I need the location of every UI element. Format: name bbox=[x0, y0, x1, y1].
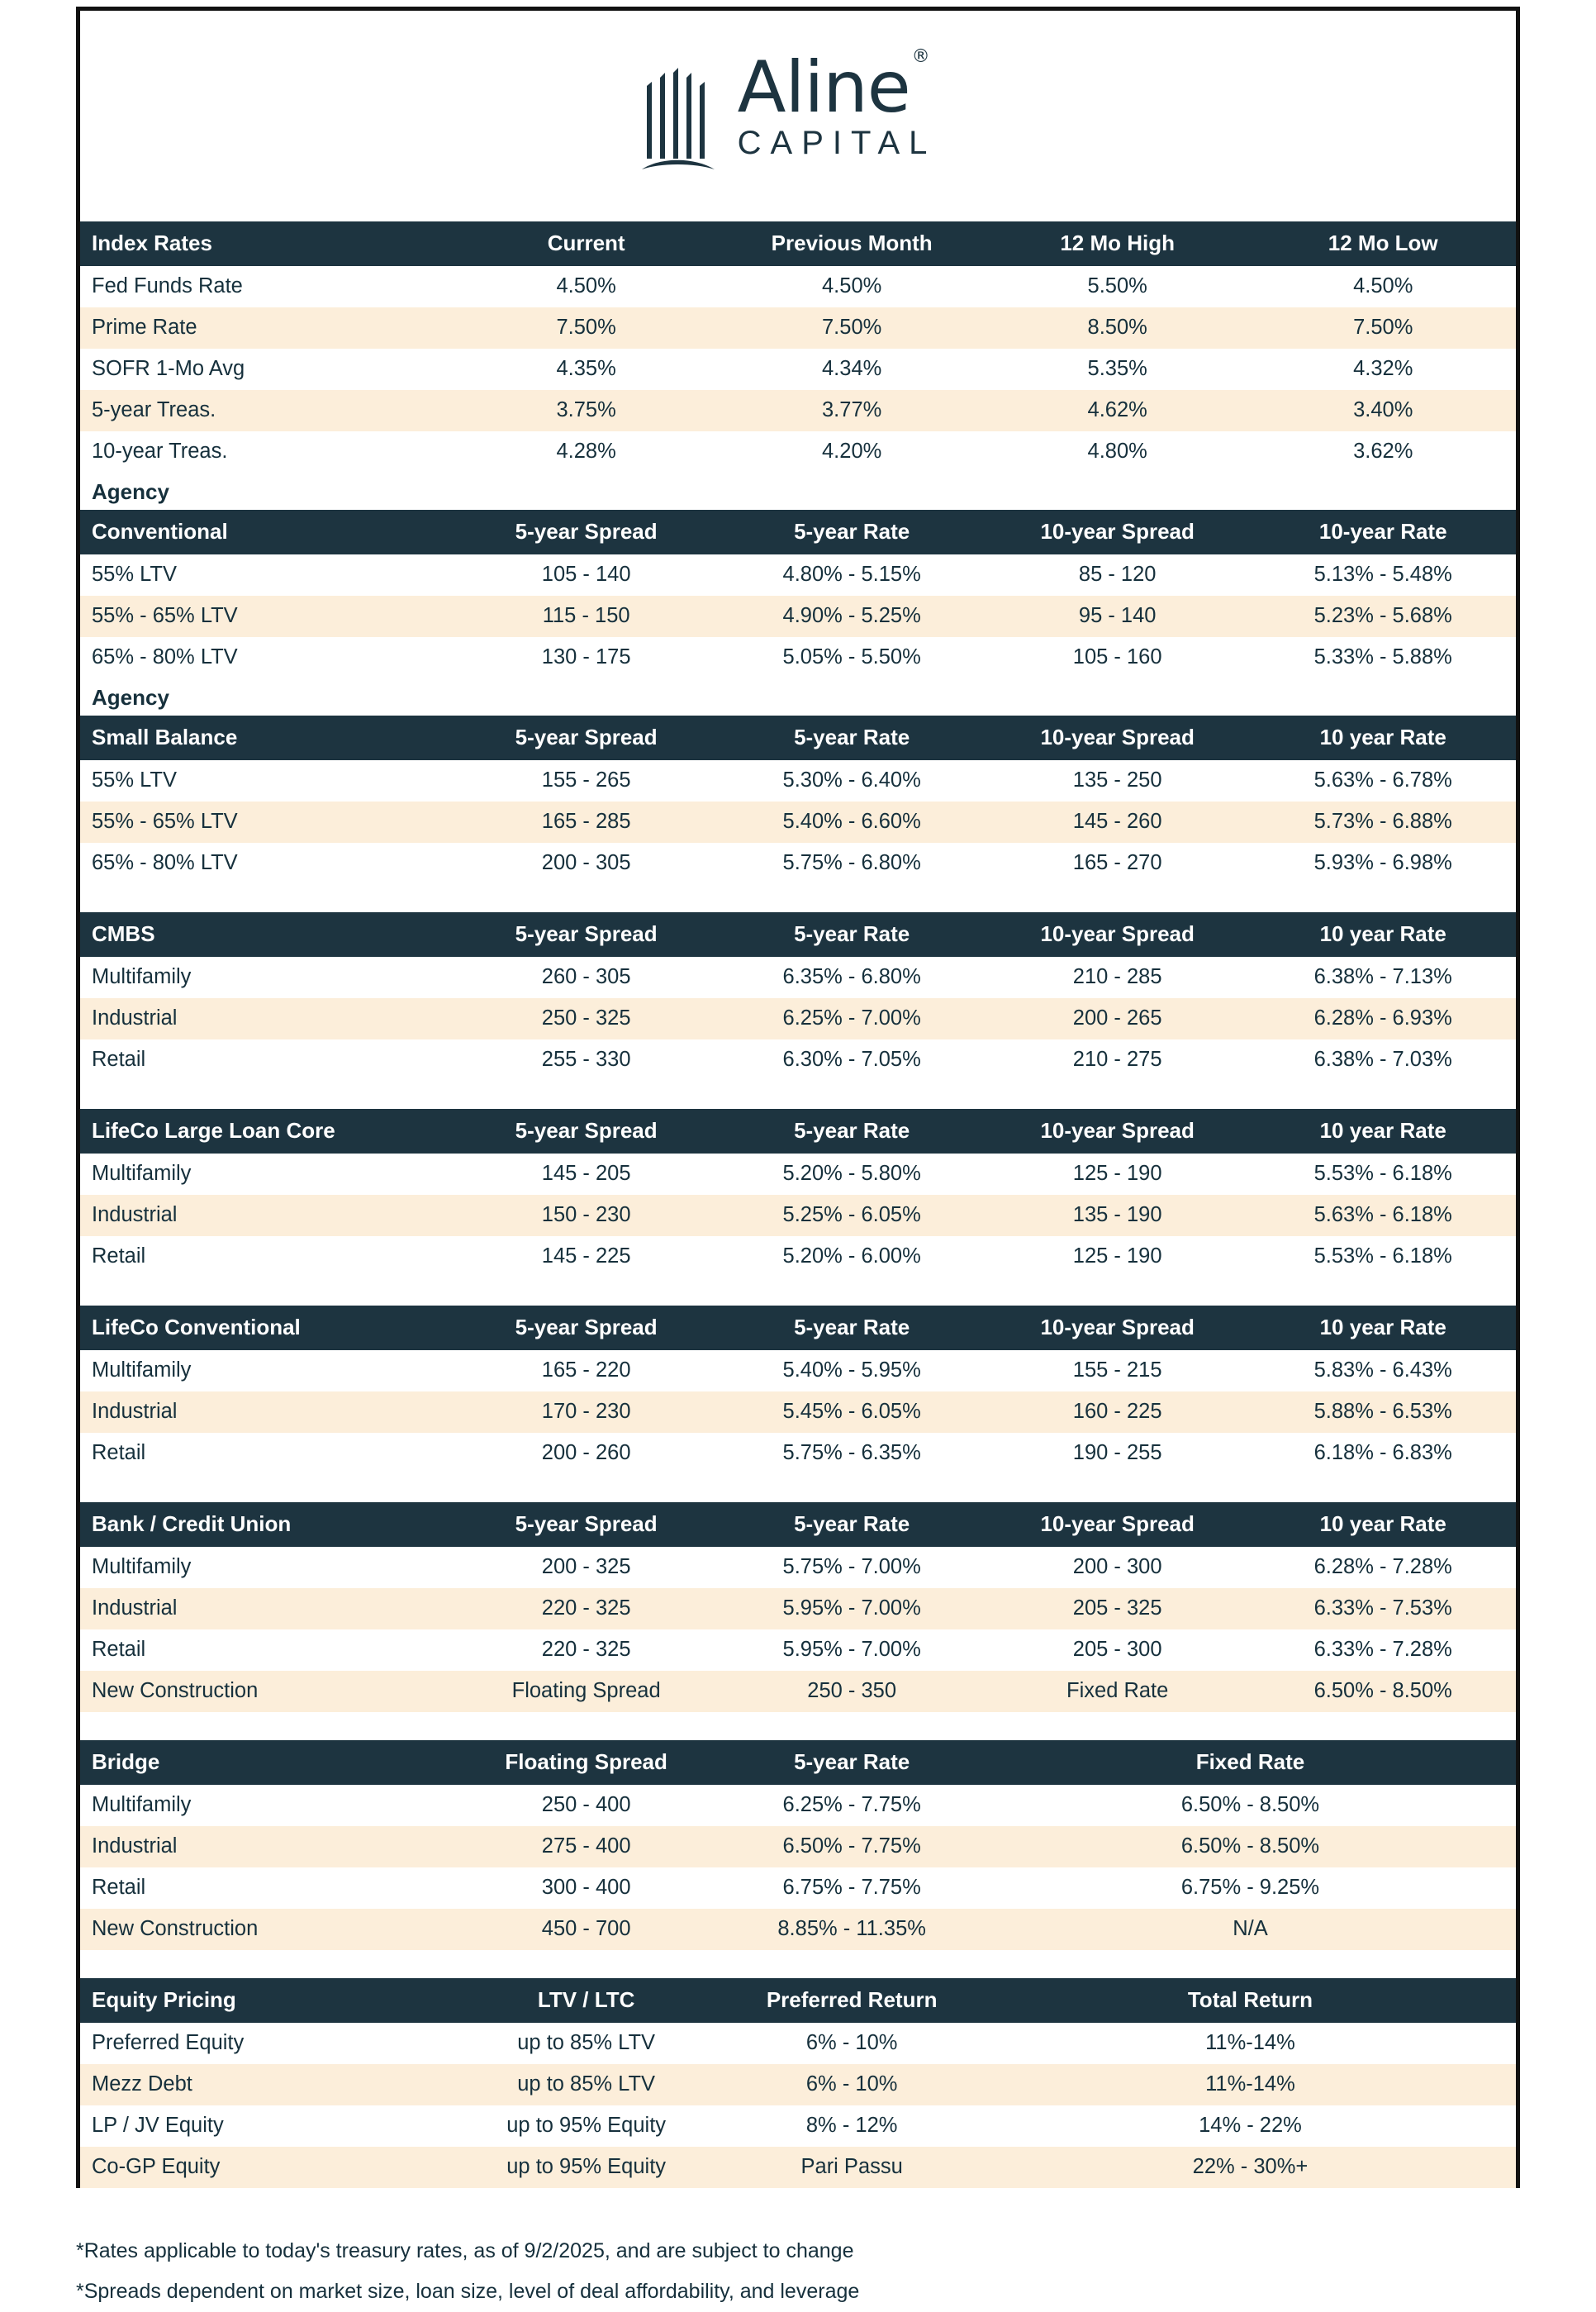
table-row bbox=[80, 2105, 1516, 2147]
table-agency-conventional bbox=[80, 510, 1516, 716]
cell-value: up to 95% Equity bbox=[454, 2105, 720, 2147]
column-header: Conventional bbox=[80, 510, 454, 554]
row-label: Industrial bbox=[80, 1195, 454, 1236]
table-row bbox=[80, 266, 1516, 307]
table-equity-pricing bbox=[80, 1978, 1516, 2188]
spacer-row bbox=[80, 1081, 1516, 1109]
row-label: 65% - 80% LTV bbox=[80, 843, 454, 884]
cell-value: 4.35% bbox=[454, 349, 720, 390]
cell-value: 6.50% - 8.50% bbox=[985, 1785, 1516, 1826]
table-row bbox=[80, 760, 1516, 802]
spacer-row bbox=[80, 1712, 1516, 1740]
column-header: 10-year Rate bbox=[1250, 510, 1516, 554]
cell-value: 11%-14% bbox=[985, 2023, 1516, 2064]
table-row bbox=[80, 1785, 1516, 1826]
row-label: Industrial bbox=[80, 1588, 454, 1629]
column-header: Bank / Credit Union bbox=[80, 1502, 454, 1547]
cell-value: 8.85% - 11.35% bbox=[719, 1909, 985, 1950]
table-index-rates bbox=[80, 221, 1516, 510]
cell-value: 165 - 220 bbox=[454, 1350, 720, 1391]
table-lifeco-large-loan-core bbox=[80, 1109, 1516, 1306]
table-row bbox=[80, 307, 1516, 349]
column-header: 5-year Spread bbox=[454, 912, 720, 957]
document-frame bbox=[76, 7, 1520, 2188]
cell-value: 5.05% - 5.50% bbox=[719, 637, 985, 678]
table-row bbox=[80, 843, 1516, 884]
row-label: New Construction bbox=[80, 1909, 454, 1950]
cell-value: 5.20% - 5.80% bbox=[719, 1154, 985, 1195]
cell-value: 4.80% - 5.15% bbox=[719, 554, 985, 596]
table-row bbox=[80, 1154, 1516, 1195]
row-label: Co-GP Equity bbox=[80, 2147, 454, 2188]
cell-value: 205 - 300 bbox=[985, 1629, 1251, 1671]
cell-value: 95 - 140 bbox=[985, 596, 1251, 637]
table-agency-small-balance bbox=[80, 716, 1516, 912]
cell-value: 125 - 190 bbox=[985, 1236, 1251, 1277]
cell-value: 115 - 150 bbox=[454, 596, 720, 637]
table-header-row bbox=[80, 1109, 1516, 1154]
cell-value: Pari Passu bbox=[719, 2147, 985, 2188]
cell-value: 200 - 265 bbox=[985, 998, 1251, 1039]
column-header: 10-year Spread bbox=[985, 912, 1251, 957]
cell-value: 210 - 275 bbox=[985, 1039, 1251, 1081]
cell-value: 4.90% - 5.25% bbox=[719, 596, 985, 637]
cell-value: 5.50% bbox=[985, 266, 1251, 307]
column-header: LifeCo Conventional bbox=[80, 1306, 454, 1350]
cell-value: 6.50% - 8.50% bbox=[985, 1826, 1516, 1867]
section-title: Agency bbox=[80, 678, 1516, 716]
table-row bbox=[80, 431, 1516, 473]
cell-value: N/A bbox=[985, 1909, 1516, 1950]
column-header: 10-year Spread bbox=[985, 1306, 1251, 1350]
cell-value: 22% - 30%+ bbox=[985, 2147, 1516, 2188]
table-row bbox=[80, 1867, 1516, 1909]
row-label: 65% - 80% LTV bbox=[80, 637, 454, 678]
column-header: 5-year Rate bbox=[719, 510, 985, 554]
cell-value: 6.30% - 7.05% bbox=[719, 1039, 985, 1081]
row-label: 55% LTV bbox=[80, 554, 454, 596]
table-lifeco-conventional bbox=[80, 1306, 1516, 1502]
column-header: CMBS bbox=[80, 912, 454, 957]
row-label: 10-year Treas. bbox=[80, 431, 454, 473]
cell-value: 200 - 260 bbox=[454, 1433, 720, 1474]
cell-value: 205 - 325 bbox=[985, 1588, 1251, 1629]
cell-value: 4.34% bbox=[719, 349, 985, 390]
cell-value: up to 85% LTV bbox=[454, 2023, 720, 2064]
row-label: New Construction bbox=[80, 1671, 454, 1712]
cell-value: 5.75% - 6.80% bbox=[719, 843, 985, 884]
cell-value: 3.77% bbox=[719, 390, 985, 431]
cell-value: 145 - 260 bbox=[985, 802, 1251, 843]
cell-value: 155 - 265 bbox=[454, 760, 720, 802]
row-label: 55% - 65% LTV bbox=[80, 596, 454, 637]
cell-value: 250 - 325 bbox=[454, 998, 720, 1039]
cell-value: 200 - 325 bbox=[454, 1547, 720, 1588]
cell-value: 7.50% bbox=[454, 307, 720, 349]
row-label: Multifamily bbox=[80, 957, 454, 998]
cell-value: 6.28% - 7.28% bbox=[1250, 1547, 1516, 1588]
table-row bbox=[80, 1547, 1516, 1588]
table-header-row bbox=[80, 716, 1516, 760]
cell-value: 135 - 250 bbox=[985, 760, 1251, 802]
cell-value: 6.25% - 7.75% bbox=[719, 1785, 985, 1826]
table-row bbox=[80, 998, 1516, 1039]
column-header: 12 Mo Low bbox=[1250, 221, 1516, 266]
cell-value: 250 - 400 bbox=[454, 1785, 720, 1826]
column-header: LifeCo Large Loan Core bbox=[80, 1109, 454, 1154]
cell-value: 6.38% - 7.03% bbox=[1250, 1039, 1516, 1081]
table-row bbox=[80, 1195, 1516, 1236]
table-row bbox=[80, 637, 1516, 678]
row-label: Preferred Equity bbox=[80, 2023, 454, 2064]
logo-text-block bbox=[737, 45, 940, 163]
table-row bbox=[80, 390, 1516, 431]
cell-value: 220 - 325 bbox=[454, 1629, 720, 1671]
row-label: SOFR 1-Mo Avg bbox=[80, 349, 454, 390]
cell-value: 5.20% - 6.00% bbox=[719, 1236, 985, 1277]
cell-value: 5.63% - 6.18% bbox=[1250, 1195, 1516, 1236]
table-row bbox=[80, 596, 1516, 637]
column-header: Floating Spread bbox=[454, 1740, 720, 1785]
cell-value: 255 - 330 bbox=[454, 1039, 720, 1081]
cell-value: 5.40% - 5.95% bbox=[719, 1350, 985, 1391]
row-label: Retail bbox=[80, 1236, 454, 1277]
cell-value: 5.40% - 6.60% bbox=[719, 802, 985, 843]
row-label: Retail bbox=[80, 1039, 454, 1081]
spacer-row bbox=[80, 1950, 1516, 1978]
cell-value: up to 95% Equity bbox=[454, 2147, 720, 2188]
cell-value: 150 - 230 bbox=[454, 1195, 720, 1236]
column-header: 5-year Spread bbox=[454, 1502, 720, 1547]
cell-value: 275 - 400 bbox=[454, 1826, 720, 1867]
cell-value: 5.33% - 5.88% bbox=[1250, 637, 1516, 678]
cell-value: 260 - 305 bbox=[454, 957, 720, 998]
footnote-rates: *Rates applicable to today's treasury rates, as of 9/2/2025, and are subject to change bbox=[76, 2239, 854, 2262]
cell-value: 145 - 205 bbox=[454, 1154, 720, 1195]
table-row bbox=[80, 1629, 1516, 1671]
cell-value: 145 - 225 bbox=[454, 1236, 720, 1277]
table-cmbs bbox=[80, 912, 1516, 1109]
table-row bbox=[80, 1391, 1516, 1433]
column-header: Fixed Rate bbox=[985, 1740, 1516, 1785]
cell-value: 6.35% - 6.80% bbox=[719, 957, 985, 998]
row-label: Industrial bbox=[80, 998, 454, 1039]
cell-value: 5.53% - 6.18% bbox=[1250, 1236, 1516, 1277]
table-bridge bbox=[80, 1740, 1516, 1978]
section-title-row bbox=[80, 473, 1516, 510]
table-row bbox=[80, 2064, 1516, 2105]
cell-value: 5.25% - 6.05% bbox=[719, 1195, 985, 1236]
cell-value: 3.40% bbox=[1250, 390, 1516, 431]
row-label: Fed Funds Rate bbox=[80, 266, 454, 307]
cell-value: 3.62% bbox=[1250, 431, 1516, 473]
table-header-row bbox=[80, 912, 1516, 957]
table-row bbox=[80, 2023, 1516, 2064]
cell-value: 4.28% bbox=[454, 431, 720, 473]
table-header-row bbox=[80, 1978, 1516, 2023]
spacer-row bbox=[80, 1474, 1516, 1502]
column-header: 5-year Rate bbox=[719, 716, 985, 760]
column-header: Small Balance bbox=[80, 716, 454, 760]
cell-value: 190 - 255 bbox=[985, 1433, 1251, 1474]
cell-value: 7.50% bbox=[719, 307, 985, 349]
cell-value: 4.50% bbox=[719, 266, 985, 307]
spacer-row bbox=[80, 884, 1516, 912]
spacer-row bbox=[80, 1277, 1516, 1306]
cell-value: 6.25% - 7.00% bbox=[719, 998, 985, 1039]
column-header: Equity Pricing bbox=[80, 1978, 454, 2023]
footnotes bbox=[76, 2231, 1596, 2312]
brand-header bbox=[80, 11, 1516, 221]
cell-value: 5.63% - 6.78% bbox=[1250, 760, 1516, 802]
column-header: 10 year Rate bbox=[1250, 912, 1516, 957]
cell-value: 5.73% - 6.88% bbox=[1250, 802, 1516, 843]
row-label: Prime Rate bbox=[80, 307, 454, 349]
cell-value: 450 - 700 bbox=[454, 1909, 720, 1950]
column-header: Current bbox=[454, 221, 720, 266]
row-label: Multifamily bbox=[80, 1350, 454, 1391]
cell-value: 6% - 10% bbox=[719, 2064, 985, 2105]
cell-value: 8.50% bbox=[985, 307, 1251, 349]
row-label: Multifamily bbox=[80, 1154, 454, 1195]
cell-value: 4.50% bbox=[454, 266, 720, 307]
cell-value: 5.75% - 7.00% bbox=[719, 1547, 985, 1588]
cell-value: 6.75% - 9.25% bbox=[985, 1867, 1516, 1909]
cell-value: 5.95% - 7.00% bbox=[719, 1629, 985, 1671]
table-header-row bbox=[80, 221, 1516, 266]
column-header: 5-year Rate bbox=[719, 1109, 985, 1154]
column-header: 10-year Spread bbox=[985, 716, 1251, 760]
column-header: 5-year Rate bbox=[719, 1502, 985, 1547]
table-row bbox=[80, 1350, 1516, 1391]
table-row bbox=[80, 802, 1516, 843]
table-row bbox=[80, 554, 1516, 596]
cell-value: 6.28% - 6.93% bbox=[1250, 998, 1516, 1039]
column-header: 10-year Spread bbox=[985, 1502, 1251, 1547]
table-row bbox=[80, 349, 1516, 390]
table-row bbox=[80, 1826, 1516, 1867]
cell-value: 5.93% - 6.98% bbox=[1250, 843, 1516, 884]
cell-value: 4.32% bbox=[1250, 349, 1516, 390]
cell-value: up to 85% LTV bbox=[454, 2064, 720, 2105]
column-header: Previous Month bbox=[719, 221, 985, 266]
table-header-row bbox=[80, 510, 1516, 554]
cell-value: 4.20% bbox=[719, 431, 985, 473]
row-label: Multifamily bbox=[80, 1547, 454, 1588]
table-row bbox=[80, 957, 1516, 998]
cell-value: 165 - 270 bbox=[985, 843, 1251, 884]
cell-value: 5.35% bbox=[985, 349, 1251, 390]
table-header-row bbox=[80, 1740, 1516, 1785]
cell-value: Floating Spread bbox=[454, 1671, 720, 1712]
cell-value: 130 - 175 bbox=[454, 637, 720, 678]
cell-value: 300 - 400 bbox=[454, 1867, 720, 1909]
cell-value: 11%-14% bbox=[985, 2064, 1516, 2105]
cell-value: 6.75% - 7.75% bbox=[719, 1867, 985, 1909]
row-label: Mezz Debt bbox=[80, 2064, 454, 2105]
cell-value: 250 - 350 bbox=[719, 1671, 985, 1712]
cell-value: 5.23% - 5.68% bbox=[1250, 596, 1516, 637]
cell-value: 5.13% - 5.48% bbox=[1250, 554, 1516, 596]
cell-value: 155 - 215 bbox=[985, 1350, 1251, 1391]
column-header: 10 year Rate bbox=[1250, 1109, 1516, 1154]
cell-value: 3.75% bbox=[454, 390, 720, 431]
column-header: 10 year Rate bbox=[1250, 716, 1516, 760]
cell-value: 5.45% - 6.05% bbox=[719, 1391, 985, 1433]
footnote-spreads: *Spreads dependent on market size, loan size, level of deal affordability, and leverage bbox=[76, 2279, 860, 2303]
cell-value: 5.30% - 6.40% bbox=[719, 760, 985, 802]
cell-value: 6.33% - 7.53% bbox=[1250, 1588, 1516, 1629]
cell-value: 5.83% - 6.43% bbox=[1250, 1350, 1516, 1391]
column-header: 10-year Spread bbox=[985, 510, 1251, 554]
column-header: 5-year Rate bbox=[719, 1306, 985, 1350]
cell-value: 170 - 230 bbox=[454, 1391, 720, 1433]
column-header: 5-year Spread bbox=[454, 1306, 720, 1350]
cell-value: 200 - 305 bbox=[454, 843, 720, 884]
cell-value: 4.62% bbox=[985, 390, 1251, 431]
table-row bbox=[80, 1909, 1516, 1950]
table-row bbox=[80, 1039, 1516, 1081]
cell-value: 105 - 160 bbox=[985, 637, 1251, 678]
cell-value: 5.88% - 6.53% bbox=[1250, 1391, 1516, 1433]
row-label: LP / JV Equity bbox=[80, 2105, 454, 2147]
column-header: Total Return bbox=[985, 1978, 1516, 2023]
column-header: 5-year Spread bbox=[454, 1109, 720, 1154]
column-header: 10-year Spread bbox=[985, 1109, 1251, 1154]
cell-value: 200 - 300 bbox=[985, 1547, 1251, 1588]
table-row bbox=[80, 2147, 1516, 2188]
cell-value: 4.80% bbox=[985, 431, 1251, 473]
brand-name bbox=[737, 45, 940, 129]
cell-value: 5.75% - 6.35% bbox=[719, 1433, 985, 1474]
table-row bbox=[80, 1236, 1516, 1277]
column-header: LTV / LTC bbox=[454, 1978, 720, 2023]
three-vertical-bars-column-icon bbox=[640, 55, 720, 178]
section-title-row bbox=[80, 678, 1516, 716]
cell-value: 6.50% - 8.50% bbox=[1250, 1671, 1516, 1712]
cell-value: 14% - 22% bbox=[985, 2105, 1516, 2147]
column-header: 12 Mo High bbox=[985, 221, 1251, 266]
brand-subtitle: CAPITAL bbox=[737, 125, 937, 162]
table-row bbox=[80, 1588, 1516, 1629]
column-header: 5-year Rate bbox=[719, 1740, 985, 1785]
logo-lockup bbox=[640, 45, 940, 178]
registered-trademark-icon: ® bbox=[911, 45, 929, 67]
column-header: 5-year Spread bbox=[454, 716, 720, 760]
column-header: 5-year Rate bbox=[719, 912, 985, 957]
cell-value: 8% - 12% bbox=[719, 2105, 985, 2147]
cell-value: 160 - 225 bbox=[985, 1391, 1251, 1433]
cell-value: 5.53% - 6.18% bbox=[1250, 1154, 1516, 1195]
column-header: Bridge bbox=[80, 1740, 454, 1785]
cell-value: 135 - 190 bbox=[985, 1195, 1251, 1236]
cell-value: 6.33% - 7.28% bbox=[1250, 1629, 1516, 1671]
row-label: Retail bbox=[80, 1433, 454, 1474]
row-label: 55% - 65% LTV bbox=[80, 802, 454, 843]
row-label: Retail bbox=[80, 1629, 454, 1671]
cell-value: 220 - 325 bbox=[454, 1588, 720, 1629]
table-row bbox=[80, 1671, 1516, 1712]
cell-value: 105 - 140 bbox=[454, 554, 720, 596]
cell-value: 6.50% - 7.75% bbox=[719, 1826, 985, 1867]
cell-value: 210 - 285 bbox=[985, 957, 1251, 998]
cell-value: 4.50% bbox=[1250, 266, 1516, 307]
brand-name-text: Aline bbox=[737, 45, 910, 129]
row-label: Industrial bbox=[80, 1826, 454, 1867]
row-label: Industrial bbox=[80, 1391, 454, 1433]
row-label: Retail bbox=[80, 1867, 454, 1909]
cell-value: 6% - 10% bbox=[719, 2023, 985, 2064]
cell-value: 6.38% - 7.13% bbox=[1250, 957, 1516, 998]
row-label: Multifamily bbox=[80, 1785, 454, 1826]
cell-value: 125 - 190 bbox=[985, 1154, 1251, 1195]
column-header: 10 year Rate bbox=[1250, 1502, 1516, 1547]
column-header: 10 year Rate bbox=[1250, 1306, 1516, 1350]
column-header: Preferred Return bbox=[719, 1978, 985, 2023]
cell-value: 165 - 285 bbox=[454, 802, 720, 843]
cell-value: 6.18% - 6.83% bbox=[1250, 1433, 1516, 1474]
cell-value: Fixed Rate bbox=[985, 1671, 1251, 1712]
rate-sheet-page bbox=[0, 7, 1596, 2312]
cell-value: 5.95% - 7.00% bbox=[719, 1588, 985, 1629]
table-row bbox=[80, 1433, 1516, 1474]
cell-value: 7.50% bbox=[1250, 307, 1516, 349]
table-header-row bbox=[80, 1502, 1516, 1547]
row-label: 55% LTV bbox=[80, 760, 454, 802]
table-header-row bbox=[80, 1306, 1516, 1350]
section-title: Agency bbox=[80, 473, 1516, 510]
row-label: 5-year Treas. bbox=[80, 390, 454, 431]
cell-value: 85 - 120 bbox=[985, 554, 1251, 596]
column-header: Index Rates bbox=[80, 221, 454, 266]
column-header: 5-year Spread bbox=[454, 510, 720, 554]
table-bank-credit-union bbox=[80, 1502, 1516, 1740]
